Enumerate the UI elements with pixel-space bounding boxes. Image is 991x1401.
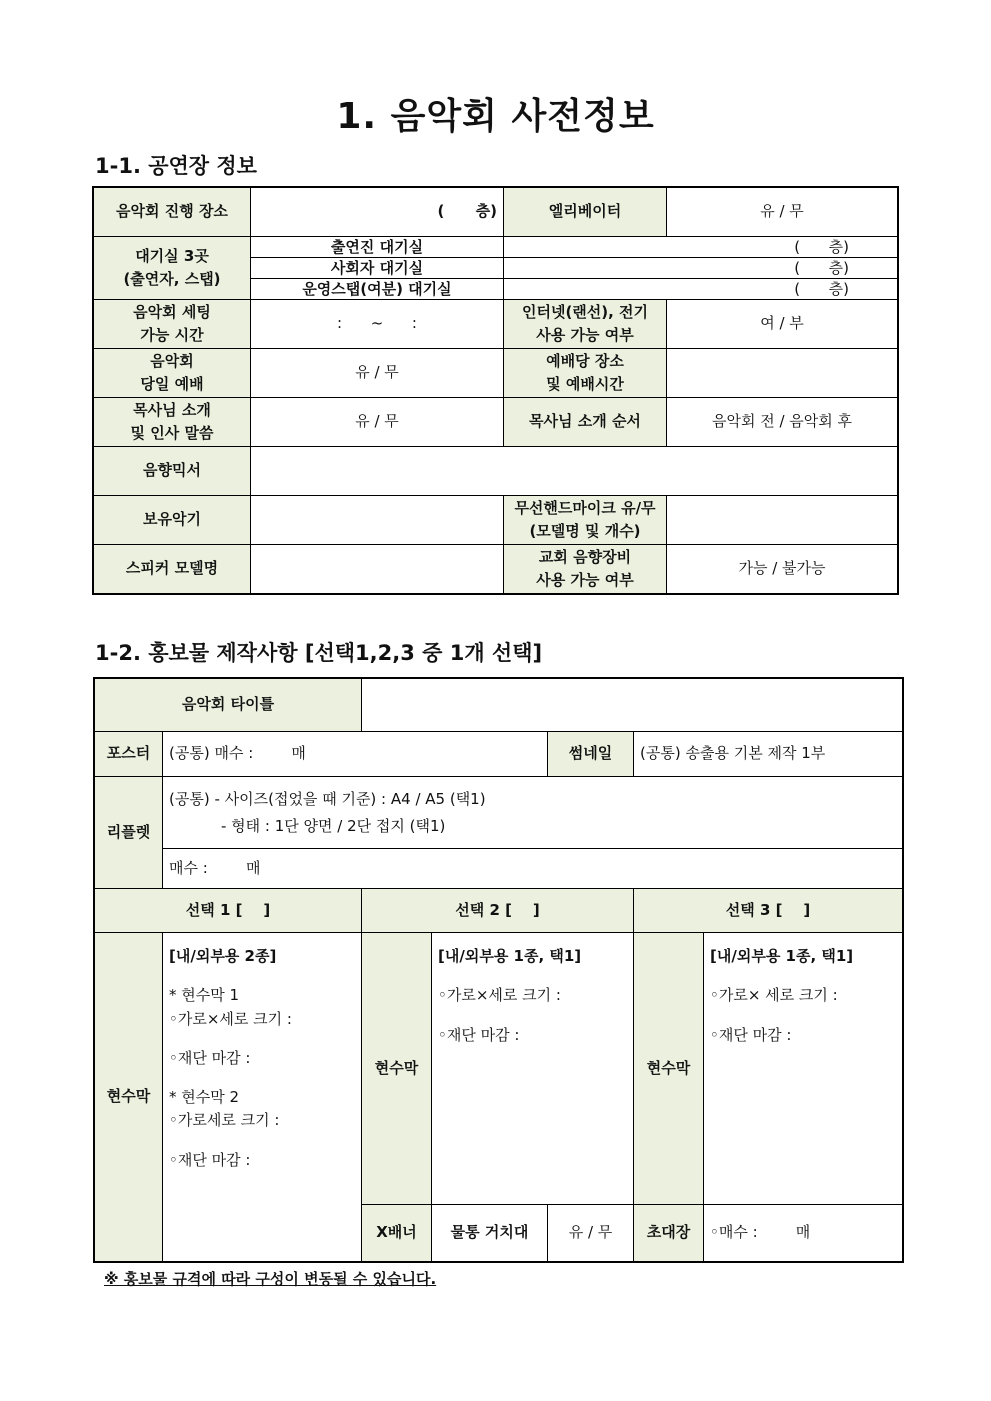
sound-equipment-value[interactable]: 가능 / 불가능 xyxy=(667,545,898,594)
invitation-label: 초대장 xyxy=(634,1205,704,1262)
page-title: 1. 음악회 사전정보 xyxy=(336,96,655,137)
pastor-label: 목사님 소개 및 인사 말씀 xyxy=(94,398,251,447)
concert-title-label: 음악회 타이틀 xyxy=(95,679,362,732)
speaker-value[interactable] xyxy=(251,545,504,594)
sound-equipment-label: 교회 음향장비 사용 가능 여부 xyxy=(504,545,667,594)
choice-2-label[interactable]: 선택 2 [ ] xyxy=(362,889,634,933)
poster-label: 포스터 xyxy=(95,732,163,777)
wireless-mic-value[interactable] xyxy=(667,496,898,545)
instruments-value[interactable] xyxy=(251,496,504,545)
thumbnail-label: 썸네일 xyxy=(548,732,634,777)
choice-3-label[interactable]: 선택 3 [ ] xyxy=(634,889,903,933)
venue-info-table xyxy=(93,187,898,594)
mixer-value[interactable] xyxy=(251,447,898,496)
promotion-table xyxy=(94,678,903,1262)
waiting-room-label: 대기실 3곳 (출연자, 스탭) xyxy=(94,237,251,300)
water-stand-value[interactable]: 유 / 무 xyxy=(548,1205,634,1262)
leaflet-label: 리플렛 xyxy=(95,777,163,889)
leaflet-count[interactable]: 매수 : 매 xyxy=(163,849,903,889)
choice-3-banner-spec[interactable]: [내/외부용 1종, 택1] ◦가로× 세로 크기 : ◦재단 마감 : xyxy=(704,933,903,1205)
pastor-order-label: 목사님 소개 순서 xyxy=(504,398,667,447)
waiting-room-performers: 출연진 대기실 xyxy=(251,237,504,258)
choice-2-banner-spec[interactable]: [내/외부용 1종, 택1] ◦가로×세로 크기 : ◦재단 마감 : xyxy=(432,933,634,1205)
choice-1-label[interactable]: 선택 1 [ ] xyxy=(95,889,362,933)
waiting-room-staff-floor[interactable]: ( 층) xyxy=(504,279,898,300)
invitation-value[interactable]: ◦매수 : 매 xyxy=(704,1205,903,1262)
worship-place-label: 예배당 장소 및 예배시간 xyxy=(504,349,667,398)
internet-label: 인터넷(랜선), 전기 사용 가능 여부 xyxy=(504,300,667,349)
concert-title-value[interactable] xyxy=(362,679,903,732)
instruments-label: 보유악기 xyxy=(94,496,251,545)
footnote: ※ 홍보물 규격에 따라 구성이 변동될 수 있습니다. xyxy=(104,1270,437,1288)
internet-value[interactable]: 여 / 부 xyxy=(667,300,898,349)
worship-label: 음악회 당일 예배 xyxy=(94,349,251,398)
leaflet-options[interactable]: (공통) - 사이즈(접었을 때 기준) : A4 / A5 (택1) - 형태 : 1단 양면 / 2단 접지 (택1) xyxy=(163,777,903,849)
section-1-heading: 1-1. 공연장 정보 xyxy=(95,154,257,178)
pastor-value[interactable]: 유 / 무 xyxy=(251,398,504,447)
venue-label: 음악회 진행 장소 xyxy=(94,188,251,237)
xbanner-label: X배너 xyxy=(362,1205,432,1262)
poster-value[interactable]: (공통) 매수 : 매 xyxy=(163,732,548,777)
waiting-room-staff: 운영스탭(여분) 대기실 xyxy=(251,279,504,300)
choice-2-banner-label: 현수막 xyxy=(362,933,432,1205)
waiting-room-host: 사회자 대기실 xyxy=(251,258,504,279)
mixer-label: 음향믹서 xyxy=(94,447,251,496)
worship-place-value[interactable] xyxy=(667,349,898,398)
wireless-mic-label: 무선핸드마이크 유/무 (모델명 및 개수) xyxy=(504,496,667,545)
water-stand-label: 물통 거치대 xyxy=(432,1205,548,1262)
pastor-order-value[interactable]: 음악회 전 / 음악회 후 xyxy=(667,398,898,447)
worship-value[interactable]: 유 / 무 xyxy=(251,349,504,398)
elevator-value[interactable]: 유 / 무 xyxy=(667,188,898,237)
choice-1-banner-spec[interactable]: [내/외부용 2종] * 현수막 1 ◦가로×세로 크기 : ◦재단 마감 : * 현수막 2 ◦가로세로 크기 : ◦재단 마감 : xyxy=(163,933,362,1262)
waiting-room-performers-floor[interactable]: ( 층) xyxy=(504,237,898,258)
setting-time-label: 음악회 세팅 가능 시간 xyxy=(94,300,251,349)
choice-3-banner-label: 현수막 xyxy=(634,933,704,1205)
choice-1-banner-label: 현수막 xyxy=(95,933,163,1262)
speaker-label: 스피커 모델명 xyxy=(94,545,251,594)
thumbnail-value[interactable]: (공통) 송출용 기본 제작 1부 xyxy=(634,732,903,777)
waiting-room-host-floor[interactable]: ( 층) xyxy=(504,258,898,279)
section-2-heading: 1-2. 홍보물 제작사항 [선택1,2,3 중 1개 선택] xyxy=(95,641,543,665)
venue-value[interactable]: ( 층) xyxy=(251,188,504,237)
setting-time-value[interactable]: : ~ : xyxy=(251,300,504,349)
elevator-label: 엘리베이터 xyxy=(504,188,667,237)
